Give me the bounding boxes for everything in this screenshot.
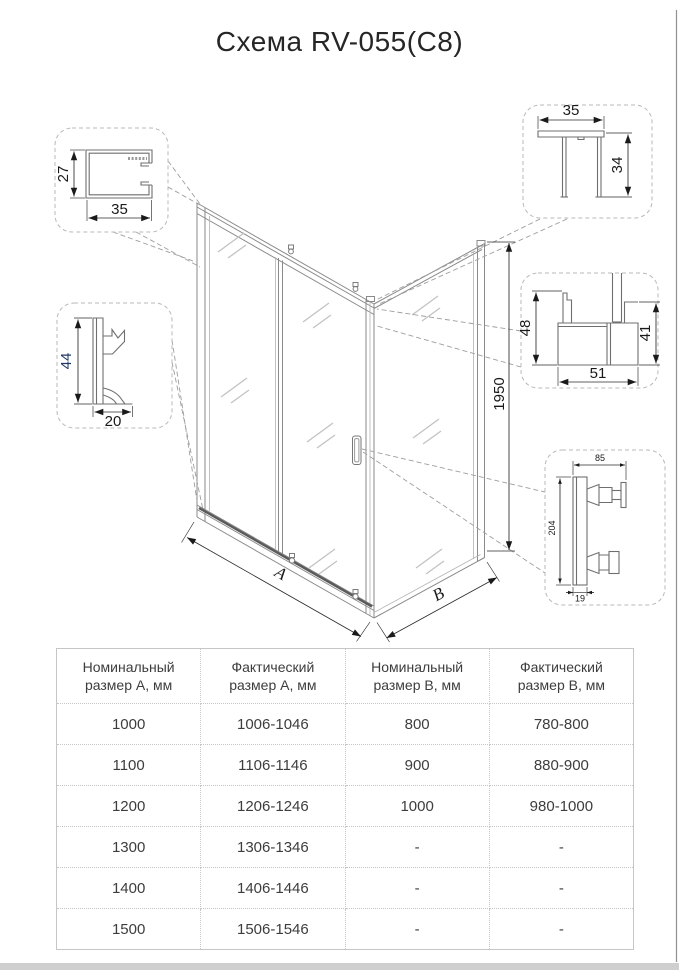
dim-c-profile-height: 27 xyxy=(55,165,72,183)
page-title: Схема RV-055(C8) xyxy=(215,26,464,57)
main-isometric-drawing xyxy=(197,203,485,618)
table-cell: 1300 xyxy=(57,827,201,868)
detail-wall-profile-c xyxy=(55,150,152,221)
size-table xyxy=(56,648,634,950)
table-row xyxy=(57,909,634,950)
table-cell: 800 xyxy=(345,704,489,745)
dim-bottom-rail-left-height: 48 xyxy=(517,319,534,337)
table-cell: - xyxy=(489,909,633,950)
table-cell: 1206-1246 xyxy=(201,786,345,827)
table-cell: 1006-1046 xyxy=(201,704,345,745)
dim-c-profile-width: 35 xyxy=(111,201,128,218)
table-row xyxy=(57,868,634,909)
table-cell: - xyxy=(489,868,633,909)
table-cell: - xyxy=(345,909,489,950)
door-handle xyxy=(353,436,362,465)
table-cell: 1400 xyxy=(57,868,201,909)
dim-bottom-rail-right-height: 41 xyxy=(637,324,654,342)
detail-wall-profile-hook xyxy=(58,318,133,430)
table-cell: 900 xyxy=(345,745,489,786)
table-row xyxy=(57,704,634,745)
table-cell: - xyxy=(345,868,489,909)
dim-bottom-rail-width: 51 xyxy=(589,365,607,382)
detail-top-rail xyxy=(538,102,632,197)
column-header-actual-b: Фактический размер В, мм xyxy=(489,649,633,704)
detail-bottom-rail xyxy=(517,273,660,386)
table-cell: 1000 xyxy=(57,704,201,745)
roller-fittings xyxy=(289,245,359,599)
dim-top-rail-width: 35 xyxy=(562,102,580,119)
dim-top-rail-height: 34 xyxy=(609,156,626,174)
table-cell: 880-900 xyxy=(489,745,633,786)
column-header-nominal-a: Номинальный размер А, мм xyxy=(57,649,201,704)
callout-box-handle xyxy=(545,450,665,605)
table-row xyxy=(57,827,634,868)
dim-overall-height: 1950 xyxy=(491,377,508,411)
table-cell: 1100 xyxy=(57,745,201,786)
column-header-actual-a: Фактический размер А, мм xyxy=(201,649,345,704)
table-cell: 1306-1346 xyxy=(201,827,345,868)
detail-handle xyxy=(547,453,626,604)
table-cell: - xyxy=(489,827,633,868)
table-cell: 1406-1446 xyxy=(201,868,345,909)
table-cell: 980-1000 xyxy=(489,786,633,827)
callout-leader-lines xyxy=(113,161,567,573)
table-row xyxy=(57,745,634,786)
table-cell: - xyxy=(345,827,489,868)
table-cell: 1000 xyxy=(345,786,489,827)
table-cell: 1506-1546 xyxy=(201,909,345,950)
dim-hook-profile-width: 20 xyxy=(104,413,122,430)
dim-handle-width: 85 xyxy=(594,453,606,463)
table-row xyxy=(57,786,634,827)
callout-box-top-rail xyxy=(523,105,652,218)
main-dimensions xyxy=(182,242,516,642)
table-cell: 1500 xyxy=(57,909,201,950)
table-cell: 1106-1146 xyxy=(201,745,345,786)
dim-side-width-label: B xyxy=(429,583,448,605)
dim-hook-profile-height: 44 xyxy=(58,352,75,370)
dim-handle-height: 204 xyxy=(547,520,557,536)
size-table-body xyxy=(57,704,634,950)
size-table-header xyxy=(57,649,634,704)
dim-handle-depth: 19 xyxy=(574,593,586,604)
column-header-nominal-b: Номинальный размер В, мм xyxy=(345,649,489,704)
table-cell: 780-800 xyxy=(489,704,633,745)
dim-door-width-label: A xyxy=(271,562,290,585)
table-cell: 1200 xyxy=(57,786,201,827)
bottom-scroll-bar[interactable] xyxy=(0,963,679,970)
